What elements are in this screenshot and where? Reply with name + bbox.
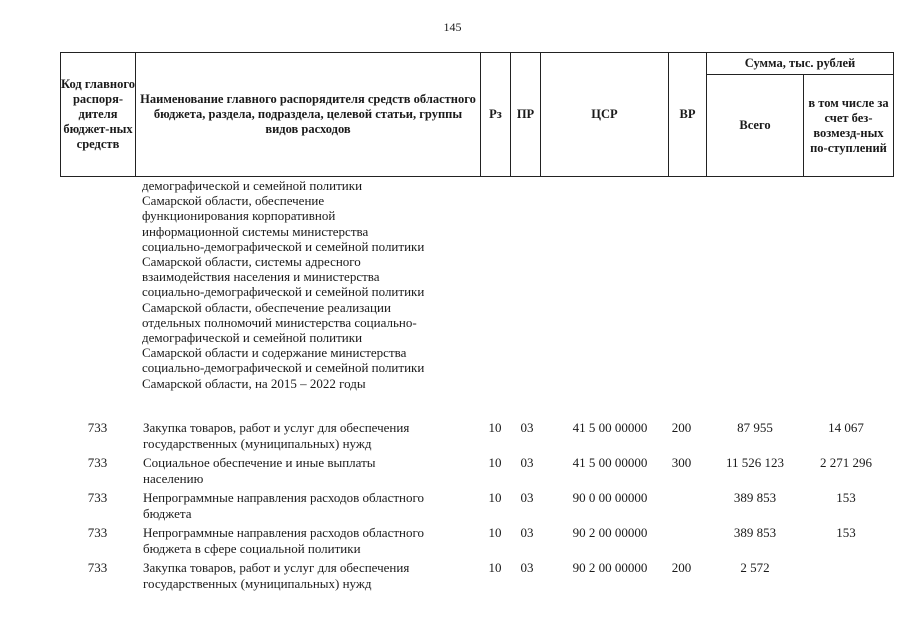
row-code: 733 <box>87 420 108 435</box>
row-code: 733 <box>87 525 108 540</box>
row-free: 153 <box>836 490 856 505</box>
row-pr: 03 <box>520 455 534 470</box>
row-pr: 03 <box>520 490 534 505</box>
row-free: 2 271 296 <box>820 455 872 470</box>
row-rz: 10 <box>488 490 502 505</box>
table-header <box>60 52 894 177</box>
row-csr: 90 2 00 00000 <box>572 560 648 575</box>
row-name: Закупка товаров, работ и услуг для обеспечения государственных (муниципальных) нужд <box>143 420 410 451</box>
row-total: 87 955 <box>737 420 773 435</box>
header-csr: ЦСР <box>541 53 669 177</box>
page-number: 145 <box>443 20 462 34</box>
row-pr: 03 <box>520 560 534 575</box>
row-name: Непрограммные направления расходов областного бюджета в сфере социальной политики <box>143 525 424 556</box>
row-total: 389 853 <box>733 490 777 505</box>
row-code: 733 <box>87 455 108 470</box>
row-code: 733 <box>87 490 108 505</box>
row-name: Закупка товаров, работ и услуг для обеспечения государственных (муниципальных) нужд <box>143 560 410 591</box>
row-rz: 10 <box>488 420 502 435</box>
row-code: 733 <box>87 560 108 575</box>
header-code: Код главного распоря-дителя бюджет-ных средств <box>61 53 136 177</box>
header-rz: Рз <box>481 53 511 177</box>
row-pr: 03 <box>520 420 534 435</box>
header-free: в том числе за счет без-возмезд-ных по-ступлений <box>804 75 894 177</box>
row-csr: 41 5 00 00000 <box>572 455 648 470</box>
header-sum: Сумма, тыс. рублей <box>707 53 894 75</box>
row-free: 153 <box>836 525 856 540</box>
continuation-text: демографической и семейной политики Самарской области, обеспечение функционирования корпоративной информационной системы министерства социально-демографической и семейной политики Самарской области, системы адресного взаимодействия населения и министерства социально-демографической и семейной политики Самарской области, обеспечение реализации отдельных полномочий министерства социально- демографической и семейной политики Самарской области и содержание министерства социально-демографической и семейной политики Самарской области, на 2015 – 2022 годы <box>142 178 425 391</box>
row-total: 11 526 123 <box>725 455 785 470</box>
row-rz: 10 <box>488 455 502 470</box>
row-free: 14 067 <box>828 420 864 435</box>
row-csr: 41 5 00 00000 <box>572 420 648 435</box>
row-pr: 03 <box>520 525 534 540</box>
row-vr: 200 <box>671 420 692 435</box>
row-csr: 90 0 00 00000 <box>572 490 648 505</box>
row-total: 389 853 <box>733 525 777 540</box>
header-total: Всего <box>707 75 804 177</box>
header-vr: ВР <box>669 53 707 177</box>
row-rz: 10 <box>488 525 502 540</box>
header-pr: ПР <box>511 53 541 177</box>
row-name: Непрограммные направления расходов областного бюджета <box>143 490 424 521</box>
row-vr: 200 <box>671 560 692 575</box>
row-total: 2 572 <box>740 560 770 575</box>
row-vr: 300 <box>671 455 692 470</box>
row-csr: 90 2 00 00000 <box>572 525 648 540</box>
row-rz: 10 <box>488 560 502 575</box>
header-name: Наименование главного распорядителя средств областного бюджета, раздела, подраздела, целевой статьи, группы видов расходов <box>136 53 481 177</box>
row-name: Социальное обеспечение и иные выплаты населению <box>143 455 376 486</box>
